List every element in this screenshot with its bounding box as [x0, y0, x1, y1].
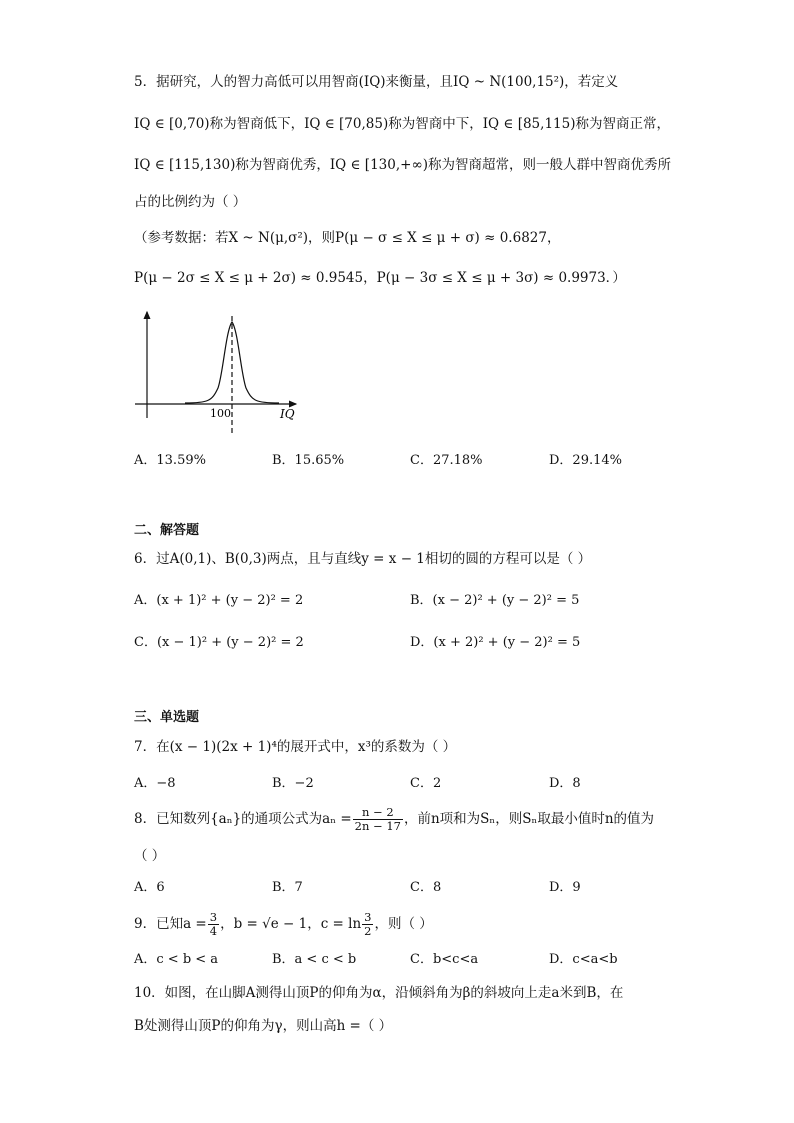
q9-stem [134, 909, 433, 939]
normal-distribution-figure [130, 300, 310, 440]
q9-option-d[interactable]: D．c<a<b [549, 952, 618, 967]
q5-reference-line2: P(μ − 2σ ≤ X ≤ μ + 2σ) ≈ 0.9545，P(μ − 3σ ≤ X ≤ μ + 3σ) ≈ 0.9973．） [134, 270, 626, 286]
q7-option-a[interactable]: A．−8 [134, 776, 176, 791]
q9-stem-part-a: 9．已知a = [134, 916, 207, 932]
q8-stem-part-a: 8．已知数列{aₙ}的通项公式为aₙ = [134, 811, 352, 827]
q8-stem-part-b: ，前n项和为Sₙ，则Sₙ取最小值时n的值为 [403, 811, 655, 827]
q8-fraction [353, 806, 403, 833]
mean-label: 100 [210, 407, 231, 420]
q5-stem-line2: IQ ∈ [0,70)称为智商低下，IQ ∈ [70,85)称为智商中下，IQ ∈ [85,115)称为智商正常， [134, 116, 670, 132]
q8-option-c[interactable]: C．8 [410, 880, 442, 895]
q5-stem-line3: IQ ∈ [115,130)称为智商优秀，IQ ∈ [130,+∞)称为智商超常，则一般人群中智商优秀所 [134, 157, 671, 173]
q7-option-b[interactable]: B．−2 [272, 776, 314, 791]
q6-option-c[interactable]: C．(x − 1)² + (y − 2)² = 2 [134, 635, 304, 650]
q8-stem-part-c: （ ） [134, 848, 166, 864]
q9-fraction-a-numerator: 3 [209, 910, 218, 924]
q5-option-b[interactable]: B．15.65% [272, 453, 345, 468]
q8-option-b[interactable]: B．7 [272, 880, 303, 895]
q9-option-c[interactable]: C．b<c<a [410, 952, 479, 967]
q9-fraction-a-denominator: 4 [209, 924, 218, 938]
q9-option-a[interactable]: A．c < b < a [134, 952, 219, 967]
q5-stem-line4: 占的比例约为（ ） [134, 194, 247, 210]
q9-fraction-c-denominator: 2 [364, 924, 372, 938]
q6-stem: 6．过A(0,1)、B(0,3)两点，且与直线y = x − 1相切的圆的方程可以是（ ） [134, 551, 592, 567]
q5-stem-line1: 5．据研究，人的智力高低可以用智商(IQ)来衡量，且IQ ~ N(100,15²)，若定义 [134, 74, 619, 90]
q8-fraction-denominator: 2n − 17 [354, 819, 401, 833]
q5-option-d[interactable]: D．29.14% [549, 453, 622, 468]
q8-stem [134, 804, 654, 834]
q6-option-d[interactable]: D．(x + 2)² + (y − 2)² = 5 [410, 635, 581, 650]
q9-option-b[interactable]: B．a < c < b [272, 952, 357, 967]
q5-option-c[interactable]: C．27.18% [410, 453, 483, 468]
q8-fraction-numerator: n − 2 [353, 806, 403, 820]
q8-option-d[interactable]: D．9 [549, 880, 581, 895]
section-heading-2: 二、解答题 [134, 523, 200, 538]
q10-stem-line1: 10．如图，在山脚A测得山顶P的仰角为α，沿倾斜角为β的斜坡向上走a米到B，在 [134, 985, 624, 1001]
section-heading-3: 三、单选题 [134, 710, 200, 725]
q6-option-b[interactable]: B．(x − 2)² + (y − 2)² = 5 [410, 593, 580, 608]
q9-fraction-c [362, 911, 373, 938]
axis-label-iq: IQ [280, 407, 295, 421]
q6-option-a[interactable]: A．(x + 1)² + (y − 2)² = 2 [134, 593, 304, 608]
q9-stem-part-b: ，b = √e − 1，c = ln [220, 916, 362, 932]
q5-reference-line1: （参考数据：若X ~ N(μ,σ²)，则P(μ − σ ≤ X ≤ μ + σ) ≈ 0.6827， [134, 230, 561, 246]
q7-option-d[interactable]: D．8 [549, 776, 581, 791]
q9-stem-part-c: ，则（ ） [374, 916, 433, 932]
q7-stem: 7．在(x − 1)(2x + 1)⁴的展开式中，x³的系数为（ ） [134, 739, 457, 755]
q9-fraction-a [208, 911, 219, 938]
q10-stem-line2: B处测得山顶P的仰角为γ，则山高h =（ ） [134, 1018, 393, 1034]
q7-option-c[interactable]: C．2 [410, 776, 442, 791]
q8-option-a[interactable]: A．6 [134, 880, 165, 895]
q5-option-a[interactable]: A．13.59% [134, 453, 206, 468]
q9-fraction-c-numerator: 3 [364, 910, 372, 924]
